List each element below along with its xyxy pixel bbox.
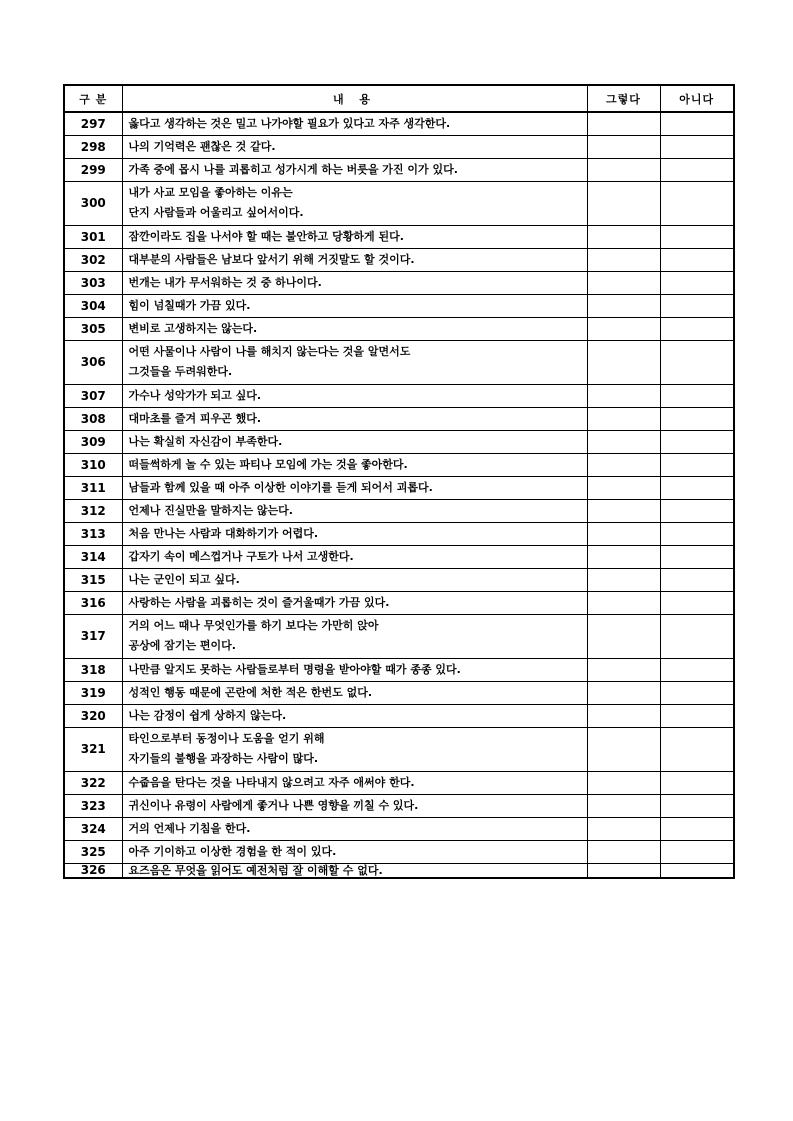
question-text [122,248,587,271]
answer-no-cell[interactable] [660,248,734,271]
question-number: 326 [64,863,122,878]
question-text [122,614,587,658]
question-number: 305 [64,317,122,340]
question-text [122,522,587,545]
table-row [64,727,734,771]
question-line: 언제나 진실만을 말하지는 않는다. [128,503,293,517]
table-row [64,248,734,271]
answer-yes-cell[interactable] [587,271,660,294]
question-number: 300 [64,181,122,225]
question-line: 대마초를 즐겨 피우곤 했다. [128,411,262,425]
answer-no-cell[interactable] [660,112,734,135]
question-number: 313 [64,522,122,545]
answer-no-cell[interactable] [660,591,734,614]
answer-yes-cell[interactable] [587,863,660,878]
question-line: 아주 기이하고 이상한 경험을 한 적이 있다. [128,844,337,858]
answer-no-cell[interactable] [660,704,734,727]
question-number: 308 [64,407,122,430]
answer-yes-cell[interactable] [587,476,660,499]
question-number: 314 [64,545,122,568]
answer-yes-cell[interactable] [587,591,660,614]
question-text [122,568,587,591]
question-number: 318 [64,658,122,681]
table-row [64,522,734,545]
table-row [64,225,734,248]
table-row [64,135,734,158]
header-row [64,85,734,112]
answer-no-cell[interactable] [660,225,734,248]
answer-yes-cell[interactable] [587,294,660,317]
answer-no-cell[interactable] [660,407,734,430]
question-line: 어떤 사물이나 사람이 나를 해치지 않는다는 것을 알면서도 [128,345,411,358]
answer-no-cell[interactable] [660,794,734,817]
table-row [64,158,734,181]
answer-yes-cell[interactable] [587,158,660,181]
question-number: 320 [64,704,122,727]
question-number: 299 [64,158,122,181]
question-line: 요즈음은 무엇을 읽어도 예전처럼 잘 이해할 수 없다. [128,863,383,877]
answer-no-cell[interactable] [660,545,734,568]
question-text [122,384,587,407]
answer-no-cell[interactable] [660,681,734,704]
table-row [64,294,734,317]
answer-yes-cell[interactable] [587,658,660,681]
question-line: 변비로 고생하지는 않는다. [128,321,258,335]
answer-no-cell[interactable] [660,158,734,181]
answer-yes-cell[interactable] [587,840,660,863]
question-line: 나의 기억력은 괜찮은 것 같다. [128,139,276,153]
question-number: 310 [64,453,122,476]
header-no: 아니다 [660,85,734,112]
answer-yes-cell[interactable] [587,112,660,135]
question-text [122,453,587,476]
answer-yes-cell[interactable] [587,225,660,248]
answer-no-cell[interactable] [660,340,734,384]
answer-no-cell[interactable] [660,294,734,317]
question-line: 남들과 함께 있을 때 아주 이상한 이야기를 듣게 되어서 괴롭다. [128,480,433,494]
question-line: 나는 확실히 자신감이 부족한다. [128,434,283,448]
question-text [122,430,587,453]
answer-no-cell[interactable] [660,453,734,476]
question-line: 거의 어느 때나 무엇인가를 하기 보다는 가만히 앉아 [128,619,379,632]
question-number: 315 [64,568,122,591]
header-number: 구 분 [64,85,122,112]
question-line: 옳다고 생각하는 것은 밀고 나가야할 필요가 있다고 자주 생각한다. [128,116,451,130]
question-text [122,863,587,878]
answer-yes-cell[interactable] [587,407,660,430]
table-row [64,614,734,658]
table-row [64,658,734,681]
table-row [64,545,734,568]
answer-yes-cell[interactable] [587,704,660,727]
question-number: 304 [64,294,122,317]
question-text [122,840,587,863]
question-number: 302 [64,248,122,271]
table-row [64,771,734,794]
answer-no-cell[interactable] [660,614,734,658]
answer-no-cell[interactable] [660,271,734,294]
question-line: 귀신이나 유령이 사람에게 좋거나 나쁜 영향을 끼칠 수 있다. [128,798,419,812]
question-line: 그것들을 두려워한다. [128,365,233,378]
answer-yes-cell[interactable] [587,248,660,271]
question-text [122,294,587,317]
question-number: 297 [64,112,122,135]
answer-yes-cell[interactable] [587,317,660,340]
question-number: 319 [64,681,122,704]
table-row [64,453,734,476]
question-line: 공상에 잠기는 편이다. [128,639,236,652]
answer-yes-cell[interactable] [587,384,660,407]
answer-no-cell[interactable] [660,317,734,340]
answer-no-cell[interactable] [660,384,734,407]
answer-yes-cell[interactable] [587,568,660,591]
table-row [64,317,734,340]
question-text [122,135,587,158]
answer-yes-cell[interactable] [587,135,660,158]
answer-no-cell[interactable] [660,727,734,771]
question-number: 312 [64,499,122,522]
question-text [122,727,587,771]
answer-yes-cell[interactable] [587,794,660,817]
table-row [64,817,734,840]
table-row [64,384,734,407]
table-row [64,271,734,294]
question-line: 잠깐이라도 집을 나서야 할 때는 불안하고 당황하게 된다. [128,229,404,243]
header-yes: 그렇다 [587,85,660,112]
question-line: 수줍음을 탄다는 것을 나타내지 않으려고 자주 애써야 한다. [128,775,415,789]
answer-no-cell[interactable] [660,135,734,158]
question-number: 323 [64,794,122,817]
question-text [122,340,587,384]
table-row [64,112,734,135]
answer-no-cell[interactable] [660,476,734,499]
answer-yes-cell[interactable] [587,727,660,771]
answer-no-cell[interactable] [660,430,734,453]
answer-no-cell[interactable] [660,817,734,840]
question-number: 301 [64,225,122,248]
answer-no-cell[interactable] [660,522,734,545]
answer-yes-cell[interactable] [587,817,660,840]
table-row [64,499,734,522]
question-text [122,771,587,794]
question-text [122,681,587,704]
answer-yes-cell[interactable] [587,771,660,794]
header-content: 내 용 [122,85,587,112]
question-text [122,225,587,248]
question-line: 가수나 성악가가 되고 싶다. [128,388,262,402]
question-text [122,794,587,817]
question-number: 324 [64,817,122,840]
question-text [122,476,587,499]
question-number: 298 [64,135,122,158]
question-number: 306 [64,340,122,384]
question-line: 대부분의 사람들은 남보다 앞서기 위해 거짓말도 할 것이다. [128,252,415,266]
table-row [64,794,734,817]
table-row [64,568,734,591]
question-line: 내가 사교 모임을 좋아하는 이유는 [128,186,293,199]
question-number: 325 [64,840,122,863]
answer-yes-cell[interactable] [587,181,660,225]
question-line: 갑자기 속이 메스껍거나 구토가 나서 고생한다. [128,549,354,563]
answer-yes-cell[interactable] [587,499,660,522]
answer-no-cell[interactable] [660,863,734,878]
answer-no-cell[interactable] [660,181,734,225]
table-row [64,840,734,863]
question-line: 타인으로부터 동정이나 도움을 얻기 위해 [128,732,325,745]
question-text [122,112,587,135]
question-text [122,181,587,225]
question-line: 번개는 내가 무서워하는 것 중 하나이다. [128,275,322,289]
question-text [122,704,587,727]
question-text [122,817,587,840]
answer-yes-cell[interactable] [587,614,660,658]
answer-yes-cell[interactable] [587,522,660,545]
question-number: 307 [64,384,122,407]
answer-no-cell[interactable] [660,771,734,794]
question-line: 힘이 넘칠때가 가끔 있다. [128,298,251,312]
answer-no-cell[interactable] [660,840,734,863]
question-text [122,499,587,522]
question-line: 성적인 행동 때문에 곤란에 처한 적은 한번도 없다. [128,685,373,699]
question-text [122,407,587,430]
table-row [64,476,734,499]
questionnaire-table [63,84,735,879]
question-text [122,658,587,681]
question-line: 나는 감정이 쉽게 상하지 않는다. [128,708,287,722]
question-line: 떠들썩하게 놀 수 있는 파티나 모임에 가는 것을 좋아한다. [128,457,408,471]
answer-no-cell[interactable] [660,568,734,591]
question-number: 322 [64,771,122,794]
answer-yes-cell[interactable] [587,430,660,453]
question-number: 321 [64,727,122,771]
table-row [64,863,734,878]
question-number: 303 [64,271,122,294]
table-row [64,681,734,704]
table-row [64,704,734,727]
question-line: 가족 중에 몹시 나를 괴롭히고 성가시게 하는 버릇을 가진 이가 있다. [128,162,458,176]
question-line: 단지 사람들과 어울리고 싶어서이다. [128,206,304,219]
question-line: 나는 군인이 되고 싶다. [128,572,240,586]
question-number: 311 [64,476,122,499]
question-line: 처음 만나는 사람과 대화하기가 어렵다. [128,526,319,540]
answer-yes-cell[interactable] [587,453,660,476]
question-number: 316 [64,591,122,614]
answer-no-cell[interactable] [660,499,734,522]
answer-yes-cell[interactable] [587,340,660,384]
question-text [122,591,587,614]
question-number: 309 [64,430,122,453]
question-text [122,158,587,181]
table-row [64,340,734,384]
table-row [64,591,734,614]
answer-no-cell[interactable] [660,658,734,681]
answer-yes-cell[interactable] [587,545,660,568]
question-text [122,545,587,568]
question-line: 거의 언제나 기침을 한다. [128,821,251,835]
question-number: 317 [64,614,122,658]
table-row [64,181,734,225]
question-line: 자기들의 불행을 과장하는 사람이 많다. [128,752,319,765]
table-row [64,407,734,430]
question-line: 사랑하는 사람을 괴롭히는 것이 즐거울때가 가끔 있다. [128,595,390,609]
answer-yes-cell[interactable] [587,681,660,704]
question-line: 나만큼 알지도 못하는 사람들로부터 명령을 받아야할 때가 종종 있다. [128,662,461,676]
question-text [122,271,587,294]
table-row [64,430,734,453]
question-text [122,317,587,340]
